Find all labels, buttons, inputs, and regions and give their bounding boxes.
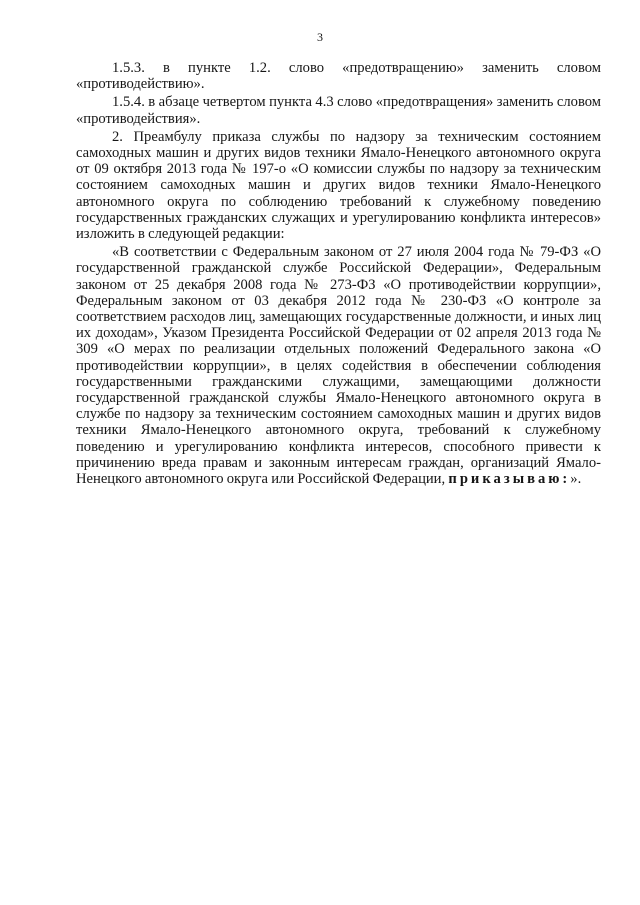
quote-text: «В соответствии с Федеральным законом от 27 июля 2004 года № 79-ФЗ «О государственной гражданской службе Российской Федерации», Федеральным законом от 25 декабря 2008 года № 273-ФЗ «О противодействии коррупции», Федеральным законом от 03 декабря 2012 года № 230-ФЗ «О контроле за соответствием расходов лиц, замещающих государственные должности, и иных лиц их доходам», Указом Президента Российской Федерации от 02 апреля 2013 года № 309 «О мерах по реализации отдельных положений Федерального закона «О противодействии коррупции», в целях содействия в обеспечении соблюдения государственными гражданскими служащими, замещающими должности государственной гражданской службы Ямало-Ненецкого автономного округа в службе по надзору за техническим состоянием самоходных машин и других видов техники Ямало-Ненецкого автономного округа, требований к служебному поведению и урегулированию конфликта интересов, способного привести к причинению вреда правам и законным интересам граждан, организаций Ямало-Ненецкого автономного округа или Российской Федерации, (76, 244, 601, 488)
order-word: приказываю: (448, 471, 571, 488)
paragraph-1-5-4: 1.5.4. в абзаце четвертом пункта 4.3 слово «предотвращения» заменить словом «противодействия». (76, 94, 601, 127)
page-number: 3 (317, 30, 323, 44)
preamble-quote (76, 244, 601, 487)
paragraph-1-5-3: 1.5.3. в пункте 1.2. слово «предотвращению» заменить словом «противодействию». (76, 60, 601, 93)
quote-closing: ». (570, 471, 582, 488)
paragraph-2-preamble: 2. Преамбулу приказа службы по надзору за техническим состоянием самоходных машин и других видов техники Ямало-Ненецкого автономного округа от 09 октября 2013 года № 197-о «О комиссии службы по надзору за техническим состоянием самоходных машин и других видов техники Ямало-Ненецкого автономного округа по соблюдению требований к служебному поведению государственных гражданских служащих и урегулированию конфликта интересов» изложить в следующей редакции: (76, 128, 601, 243)
document-body (76, 60, 601, 487)
